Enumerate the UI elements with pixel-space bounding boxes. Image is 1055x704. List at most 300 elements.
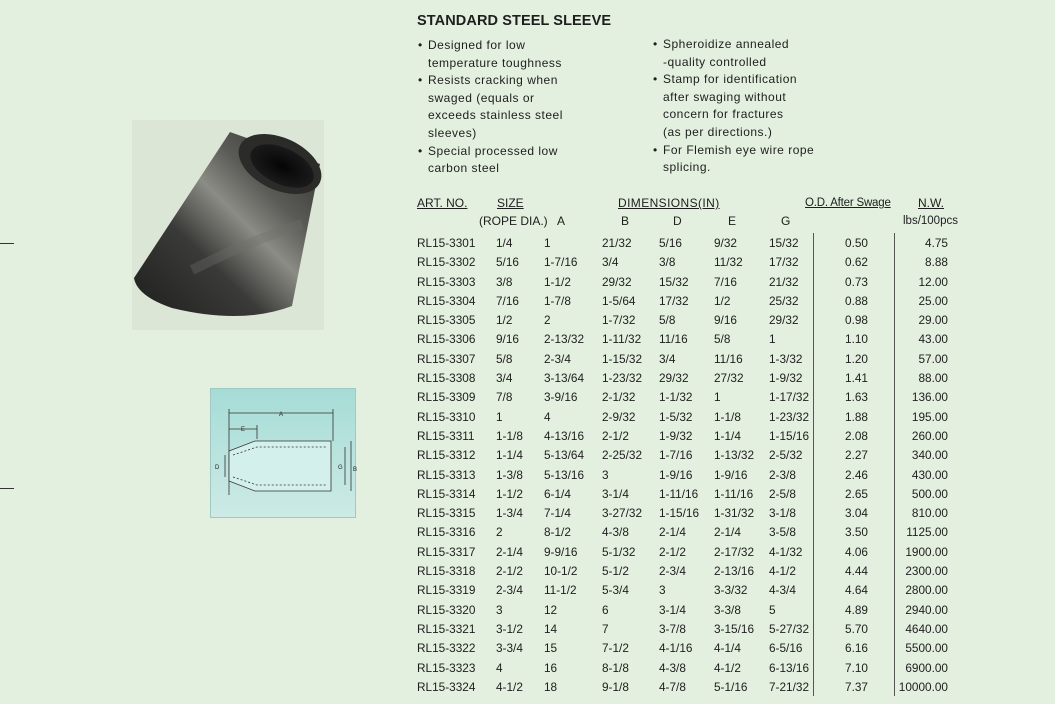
header-rope-dia: (ROPE DIA.) <box>479 214 548 228</box>
feature-left-text: swaged (equals or <box>428 90 535 105</box>
cell-od-after-swage: 0.73 <box>845 274 868 289</box>
cell-dim-d: 3/8 <box>659 255 676 270</box>
cell-dim-d: 1-11/16 <box>659 486 699 501</box>
cell-dim-a: 6-1/4 <box>544 486 571 501</box>
cell-dim-e: 5/8 <box>714 332 731 347</box>
bullet-dot <box>418 55 428 73</box>
cell-dim-g: 2-5/32 <box>769 448 803 463</box>
cell-dim-d: 1-1/32 <box>659 390 693 405</box>
header-a: A <box>557 214 566 228</box>
cell-dim-b: 3 <box>602 467 609 482</box>
cell-size: 2 <box>496 525 503 540</box>
cell-art-no: RL15-3316 <box>417 525 476 540</box>
cell-dim-e: 1-11/16 <box>714 486 754 501</box>
cell-dim-e: 27/32 <box>714 371 744 386</box>
feature-right-text: -quality controlled <box>663 54 767 69</box>
cell-net-weight: 136.00 <box>911 390 948 405</box>
features-right <box>653 36 873 177</box>
table-row <box>0 639 1055 658</box>
bullet-dot <box>418 90 428 108</box>
cell-dim-g: 5 <box>769 602 776 617</box>
cell-size: 1-1/8 <box>496 428 523 443</box>
table-row <box>0 408 1055 427</box>
feature-left-line <box>418 143 638 161</box>
cell-dim-b: 3/4 <box>602 255 619 270</box>
table-row <box>0 369 1055 388</box>
cell-dim-d: 5/16 <box>659 236 682 250</box>
cell-dim-g: 1 <box>769 332 776 347</box>
cell-art-no: RL15-3321 <box>417 621 476 636</box>
cell-net-weight: 2300.00 <box>905 564 948 579</box>
bullet-dot <box>653 54 663 72</box>
cell-dim-b: 2-1/2 <box>602 428 629 443</box>
bullet-dot <box>418 160 428 178</box>
cell-art-no: RL15-3302 <box>417 255 476 270</box>
table-row <box>0 273 1055 292</box>
cell-size: 9/16 <box>496 332 519 347</box>
cell-dim-b: 8-1/8 <box>602 660 629 675</box>
cell-dim-e: 11/32 <box>714 255 743 270</box>
cell-size: 7/8 <box>496 390 513 405</box>
bullet-dot <box>418 107 428 125</box>
cell-net-weight: 2800.00 <box>905 583 948 598</box>
cell-dim-d: 1-9/32 <box>659 428 693 443</box>
table-row <box>0 350 1055 369</box>
cell-dim-a: 3-13/64 <box>544 371 585 386</box>
cell-dim-b: 1-7/32 <box>602 313 636 328</box>
cell-od-after-swage: 4.06 <box>845 544 868 559</box>
cell-od-after-swage: 4.44 <box>845 564 868 579</box>
cell-dim-g: 1-3/32 <box>769 351 803 366</box>
feature-left-text: temperature toughness <box>428 55 562 70</box>
header-nw: N.W. <box>918 196 944 210</box>
table-row <box>0 427 1055 446</box>
cell-dim-d: 17/32 <box>659 293 689 308</box>
feature-right-line <box>653 124 873 142</box>
cell-net-weight: 8.88 <box>925 255 948 270</box>
table-row <box>0 504 1055 523</box>
bullet-dot: • <box>418 73 423 88</box>
cell-size: 1 <box>496 409 503 424</box>
cell-dim-a: 18 <box>544 679 558 694</box>
features-left <box>418 37 638 178</box>
cell-net-weight: 6900.00 <box>905 660 948 675</box>
cell-dim-d: 2-1/4 <box>659 525 686 540</box>
cell-dim-g: 4-1/32 <box>769 544 803 559</box>
feature-right-text: Spheroidize annealed <box>663 37 790 51</box>
bullet-dot <box>653 124 663 142</box>
cell-dim-d: 4-1/16 <box>659 641 693 656</box>
cell-dim-e: 2-17/32 <box>714 544 755 559</box>
header-size: SIZE <box>497 196 524 210</box>
feature-right-text: (as per directions.) <box>663 124 773 139</box>
cell-dim-b: 7 <box>602 621 609 636</box>
cell-net-weight: 340.00 <box>911 448 948 463</box>
cell-size: 2-1/4 <box>496 544 523 559</box>
table-row <box>0 523 1055 542</box>
diagram-label-g: G <box>338 465 343 471</box>
cell-dim-b: 6 <box>602 602 609 617</box>
cell-art-no: RL15-3317 <box>417 544 476 559</box>
cell-dim-d: 15/32 <box>659 274 689 289</box>
cell-od-after-swage: 0.62 <box>845 255 868 270</box>
cell-size: 3-3/4 <box>496 641 523 656</box>
cell-net-weight: 88.00 <box>918 371 948 386</box>
cell-dim-e: 3-3/8 <box>714 602 741 617</box>
cell-od-after-swage: 6.16 <box>845 641 868 656</box>
cell-art-no: RL15-3313 <box>417 467 476 482</box>
table-row <box>0 330 1055 349</box>
cell-dim-e: 1-1/4 <box>714 428 741 443</box>
feature-left-line <box>418 55 638 73</box>
cell-od-after-swage: 7.10 <box>845 660 868 675</box>
feature-left-text: Special processed low <box>428 143 558 158</box>
cell-net-weight: 25.00 <box>918 293 948 308</box>
cell-dim-a: 5-13/16 <box>544 467 585 482</box>
cell-net-weight: 430.00 <box>911 467 948 482</box>
header-e: E <box>728 214 737 228</box>
sleeve-table <box>0 234 1055 697</box>
cell-dim-e: 11/16 <box>714 351 743 366</box>
cell-size: 1-3/4 <box>496 506 523 521</box>
cell-size: 1-3/8 <box>496 467 523 482</box>
header-od-after-swage: O.D. After Swage <box>805 197 891 209</box>
cell-net-weight: 4.75 <box>925 236 948 250</box>
cell-od-after-swage: 3.50 <box>845 525 868 540</box>
cell-od-after-swage: 4.89 <box>845 602 868 617</box>
cell-art-no: RL15-3305 <box>417 313 476 328</box>
cell-od-after-swage: 2.65 <box>845 486 868 501</box>
cell-dim-e: 2-1/4 <box>714 525 741 540</box>
header-g: G <box>781 214 791 228</box>
table-row <box>0 601 1055 620</box>
cell-dim-g: 25/32 <box>769 293 799 308</box>
cell-dim-b: 1-5/64 <box>602 293 636 308</box>
cell-od-after-swage: 2.46 <box>845 467 868 482</box>
cell-dim-b: 2-1/32 <box>602 390 636 405</box>
table-row <box>0 543 1055 562</box>
cell-dim-a: 2-13/32 <box>544 332 585 347</box>
cell-dim-d: 1-5/32 <box>659 409 693 424</box>
feature-right-line <box>653 159 873 177</box>
feature-right-text: concern for fractures <box>663 107 784 122</box>
cell-dim-a: 1-7/16 <box>544 255 578 270</box>
cell-dim-a: 15 <box>544 641 558 656</box>
cell-art-no: RL15-3312 <box>417 448 476 463</box>
cell-net-weight: 4640.00 <box>905 621 948 636</box>
cell-art-no: RL15-3315 <box>417 506 476 521</box>
cell-dim-e: 4-1/2 <box>714 660 741 675</box>
cell-dim-d: 3-7/8 <box>659 621 686 636</box>
cell-art-no: RL15-3319 <box>417 583 476 598</box>
cell-dim-g: 2-5/8 <box>769 486 796 501</box>
cell-dim-a: 9-9/16 <box>544 544 578 559</box>
feature-left-text: exceeds stainless steel <box>428 108 563 123</box>
cell-net-weight: 12.00 <box>918 274 948 289</box>
cell-size: 2-3/4 <box>496 583 523 598</box>
bullet-dot <box>653 159 663 177</box>
cell-net-weight: 500.00 <box>911 486 948 501</box>
cell-dim-g: 17/32 <box>769 255 799 270</box>
cell-size: 1-1/2 <box>496 486 523 501</box>
bullet-dot: • <box>418 143 423 158</box>
table-divider-nw <box>894 233 895 696</box>
bullet-dot: • <box>653 142 658 157</box>
cell-dim-a: 1 <box>544 236 551 250</box>
cell-dim-d: 3-1/4 <box>659 602 686 617</box>
cell-dim-d: 3/4 <box>659 351 676 366</box>
cell-dim-e: 5-1/16 <box>714 679 748 694</box>
feature-right-text: For Flemish eye wire rope <box>663 142 815 157</box>
cell-dim-b: 4-3/8 <box>602 525 629 540</box>
feature-right-line <box>653 89 873 107</box>
cell-net-weight: 43.00 <box>918 332 948 347</box>
cell-dim-d: 1-15/16 <box>659 506 700 521</box>
bullet-dot: • <box>418 38 423 52</box>
cell-od-after-swage: 0.98 <box>845 313 868 328</box>
cell-dim-b: 5-1/2 <box>602 564 629 579</box>
cell-od-after-swage: 5.70 <box>845 621 868 636</box>
cell-dim-g: 21/32 <box>769 274 799 289</box>
feature-right-line <box>653 142 873 160</box>
cell-net-weight: 1125.00 <box>906 525 948 540</box>
cell-od-after-swage: 7.37 <box>845 679 868 694</box>
cell-od-after-swage: 4.64 <box>845 583 868 598</box>
table-row <box>0 485 1055 504</box>
cell-art-no: RL15-3320 <box>417 602 476 617</box>
cell-dim-e: 9/32 <box>714 236 737 250</box>
table-row <box>0 292 1055 311</box>
cell-dim-a: 1-1/2 <box>544 274 571 289</box>
table-row <box>0 446 1055 465</box>
cell-art-no: RL15-3303 <box>417 274 476 289</box>
cell-od-after-swage: 3.04 <box>845 506 868 521</box>
feature-right-text: Stamp for identification <box>663 72 798 87</box>
feature-left-line <box>418 125 638 143</box>
feature-left-text: Designed for low <box>428 38 526 52</box>
cell-net-weight: 57.00 <box>918 351 948 366</box>
cell-dim-e: 3-15/16 <box>714 621 755 636</box>
cell-dim-e: 4-1/4 <box>714 641 741 656</box>
table-row <box>0 388 1055 407</box>
feature-right-line <box>653 36 873 54</box>
cell-dim-a: 1-7/8 <box>544 293 571 308</box>
cell-dim-g: 29/32 <box>769 313 799 328</box>
cell-od-after-swage: 1.88 <box>845 409 868 424</box>
cell-size: 3 <box>496 602 503 617</box>
cell-od-after-swage: 1.20 <box>845 351 868 366</box>
table-row <box>0 253 1055 272</box>
cell-dim-e: 1 <box>714 390 721 405</box>
cell-dim-b: 9-1/8 <box>602 679 629 694</box>
cell-dim-d: 29/32 <box>659 371 689 386</box>
feature-left-text: Resists cracking when <box>428 73 558 88</box>
cell-dim-a: 2 <box>544 313 551 328</box>
feature-right-text: after swaging without <box>663 89 787 104</box>
cell-art-no: RL15-3309 <box>417 390 476 405</box>
cell-size: 1/4 <box>496 236 513 250</box>
cell-dim-d: 5/8 <box>659 313 676 328</box>
cell-size: 2-1/2 <box>496 564 523 579</box>
cell-size: 4 <box>496 660 503 675</box>
cell-dim-e: 9/16 <box>714 313 737 328</box>
cell-dim-a: 14 <box>544 621 558 636</box>
bullet-dot <box>418 125 428 143</box>
cell-od-after-swage: 1.41 <box>845 371 868 386</box>
cell-od-after-swage: 2.27 <box>845 448 868 463</box>
cell-dim-a: 7-1/4 <box>544 506 571 521</box>
feature-right-line <box>653 106 873 124</box>
cell-dim-g: 1-17/32 <box>769 390 810 405</box>
cell-od-after-swage: 0.50 <box>845 236 868 250</box>
cell-size: 3-1/2 <box>496 621 523 636</box>
cell-dim-d: 2-1/2 <box>659 544 686 559</box>
diagram-label-e: E <box>241 427 246 433</box>
cell-dim-d: 1-7/16 <box>659 448 693 463</box>
cell-dim-b: 21/32 <box>602 236 632 250</box>
cell-dim-a: 5-13/64 <box>544 448 585 463</box>
cell-size: 5/8 <box>496 351 513 366</box>
cell-dim-b: 2-9/32 <box>602 409 636 424</box>
cell-art-no: RL15-3311 <box>417 428 475 443</box>
cell-dim-b: 5-1/32 <box>602 544 636 559</box>
feature-right-line <box>653 71 873 89</box>
cell-dim-a: 16 <box>544 660 558 675</box>
table-divider-od <box>813 233 814 696</box>
bullet-dot <box>653 106 663 124</box>
cell-dim-g: 1-9/32 <box>769 371 803 386</box>
table-row <box>0 466 1055 485</box>
cell-size: 1-1/4 <box>496 448 523 463</box>
cell-dim-b: 3-27/32 <box>602 506 643 521</box>
cell-dim-g: 3-5/8 <box>769 525 796 540</box>
cell-dim-d: 3 <box>659 583 666 598</box>
cell-dim-g: 15/32 <box>769 236 799 250</box>
cell-dim-a: 2-3/4 <box>544 351 571 366</box>
table-row <box>0 659 1055 678</box>
cell-dim-b: 1-11/32 <box>602 332 642 347</box>
cell-dim-e: 1/2 <box>714 293 731 308</box>
cell-dim-a: 4-13/16 <box>544 428 585 443</box>
diagram-label-d: D <box>215 465 220 471</box>
cell-size: 5/16 <box>496 255 519 270</box>
cell-art-no: RL15-3318 <box>417 564 476 579</box>
cell-dim-e: 1-1/8 <box>714 409 741 424</box>
cell-net-weight: 260.00 <box>911 428 948 443</box>
cell-dim-g: 4-1/2 <box>769 564 796 579</box>
cell-dim-g: 1-15/16 <box>769 428 810 443</box>
diagram-label-b: B <box>353 467 357 473</box>
feature-right-text: splicing. <box>663 160 711 175</box>
table-row <box>0 234 1055 253</box>
cell-size: 7/16 <box>496 293 519 308</box>
cell-art-no: RL15-3304 <box>417 293 476 308</box>
bullet-dot: • <box>653 72 658 87</box>
cell-dim-g: 7-21/32 <box>769 679 810 694</box>
header-dimensions: DIMENSIONS(IN) <box>618 196 720 210</box>
table-row <box>0 620 1055 639</box>
cell-dim-e: 1-31/32 <box>714 506 755 521</box>
cell-dim-a: 8-1/2 <box>544 525 571 540</box>
cell-dim-d: 2-3/4 <box>659 564 686 579</box>
cell-dim-e: 2-13/16 <box>714 564 755 579</box>
feature-right-line <box>653 54 873 72</box>
cell-dim-g: 3-1/8 <box>769 506 796 521</box>
feature-left-line <box>418 107 638 125</box>
cell-dim-g: 6-5/16 <box>769 641 803 656</box>
cell-size: 1/2 <box>496 313 513 328</box>
diagram-label-a: A <box>279 412 284 418</box>
cell-dim-e: 1-13/32 <box>714 448 755 463</box>
header-nw-unit: lbs/100pcs <box>903 215 958 227</box>
cell-art-no: RL15-3307 <box>417 351 476 366</box>
cell-dim-g: 6-13/16 <box>769 660 810 675</box>
feature-left-line <box>418 72 638 90</box>
feature-left-line <box>418 160 638 178</box>
feature-left-line <box>418 37 638 55</box>
cell-dim-b: 3-1/4 <box>602 486 629 501</box>
cell-dim-a: 12 <box>544 602 558 617</box>
page-title: STANDARD STEEL SLEEVE <box>417 13 612 29</box>
table-row <box>0 562 1055 581</box>
cell-net-weight: 29.00 <box>918 313 948 328</box>
cell-od-after-swage: 1.63 <box>845 390 868 405</box>
cell-dim-b: 2-25/32 <box>602 448 643 463</box>
header-b: B <box>621 214 630 228</box>
cell-dim-b: 5-3/4 <box>602 583 629 598</box>
cell-art-no: RL15-3314 <box>417 486 476 501</box>
cell-dim-a: 3-9/16 <box>544 390 578 405</box>
cell-art-no: RL15-3322 <box>417 641 476 656</box>
cell-dim-e: 1-9/16 <box>714 467 748 482</box>
cell-art-no: RL15-3310 <box>417 409 476 424</box>
table-row <box>0 581 1055 600</box>
cell-art-no: RL15-3306 <box>417 332 476 347</box>
header-d: D <box>673 214 682 228</box>
cell-art-no: RL15-3323 <box>417 660 476 675</box>
cell-dim-d: 4-7/8 <box>659 679 686 694</box>
table-row <box>0 678 1055 697</box>
feature-left-text: carbon steel <box>428 161 500 176</box>
table-row <box>0 311 1055 330</box>
cell-dim-a: 11-1/2 <box>544 583 577 598</box>
cell-dim-g: 1-23/32 <box>769 409 810 424</box>
bullet-dot: • <box>653 37 658 51</box>
cell-dim-g: 5-27/32 <box>769 621 810 636</box>
cell-dim-b: 7-1/2 <box>602 641 629 656</box>
cell-dim-e: 7/16 <box>714 274 737 289</box>
cell-dim-d: 4-3/8 <box>659 660 686 675</box>
cell-od-after-swage: 1.10 <box>845 332 868 347</box>
cell-size: 3/8 <box>496 274 513 289</box>
feature-left-line <box>418 90 638 108</box>
cell-dim-b: 1-15/32 <box>602 351 643 366</box>
cell-dim-g: 2-3/8 <box>769 467 796 482</box>
cell-dim-b: 29/32 <box>602 274 632 289</box>
cell-dim-a: 10-1/2 <box>544 564 578 579</box>
cell-net-weight: 1900.00 <box>905 544 948 559</box>
cell-size: 4-1/2 <box>496 679 523 694</box>
feature-left-text: sleeves) <box>428 125 477 140</box>
cell-dim-d: 11/16 <box>659 332 688 347</box>
cell-net-weight: 810.00 <box>911 506 948 521</box>
cell-dim-a: 4 <box>544 409 551 424</box>
cell-net-weight: 2940.00 <box>905 602 948 617</box>
cell-dim-d: 1-9/16 <box>659 467 693 482</box>
bullet-dot <box>653 89 663 107</box>
cell-art-no: RL15-3324 <box>417 679 476 694</box>
cell-net-weight: 5500.00 <box>905 641 948 656</box>
